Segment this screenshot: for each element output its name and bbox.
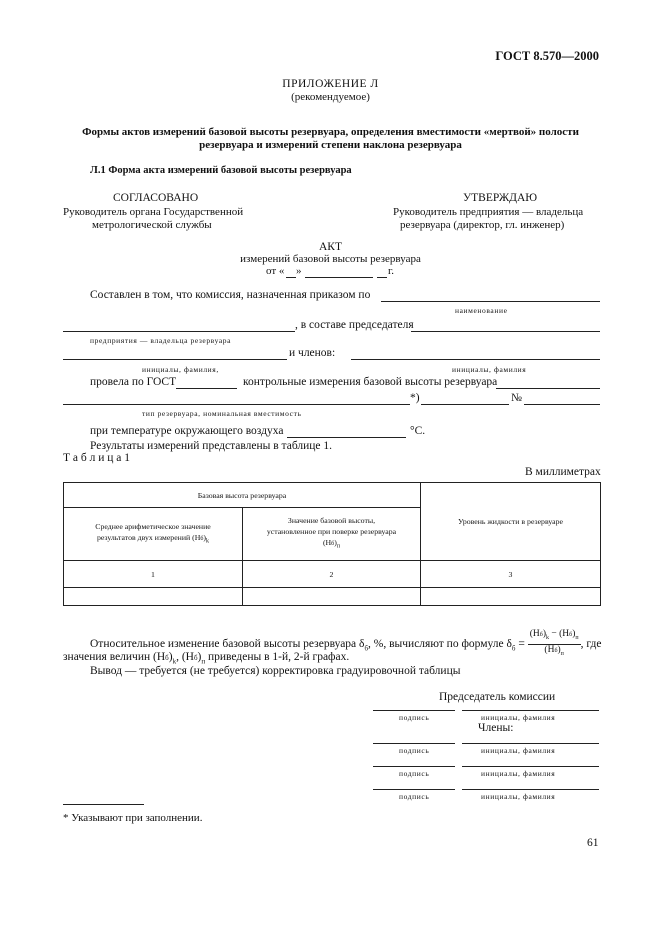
body-line4a: провела по ГОСТ — [90, 376, 177, 388]
caption-initials-2: инициалы, фамилия — [452, 365, 527, 374]
tank-field-2[interactable] — [421, 404, 509, 405]
member3-signature-line[interactable] — [373, 789, 455, 790]
heading-line1: Формы актов измерений базовой высоты резервуара, определения вместимости «мертвой» полости — [82, 126, 579, 138]
page-number: 61 — [587, 837, 599, 849]
member1-signature-line[interactable] — [373, 743, 455, 744]
body-line6b: °С. — [410, 425, 426, 437]
formula-fraction: $\frac{(Hб)_k - (Hб)_п}{(Hб)_п}$ — [529, 629, 579, 657]
body-line1: Составлен в том, что комиссия, назначенная приказом по — [90, 289, 371, 301]
chair-label: Председатель комиссии — [439, 691, 556, 703]
conclusion: Вывод — требуется (не требуется) корректировка градуировочной таблицы — [90, 665, 461, 677]
act-date-mid: » — [296, 265, 302, 277]
chair-signature-line[interactable] — [373, 710, 455, 711]
tank-type-field[interactable] — [63, 404, 410, 405]
temperature-field[interactable] — [287, 437, 406, 438]
approved-right-line1: Руководитель предприятия — владельца — [393, 206, 584, 218]
formula-line: Относительное изменение базовой высоты резервуара $\delta_б$, %, вычисляют по формуле $\delta_б$ = $\frac{(Hб)_k - (Hб)_п}{(Hб)_п}$ , где — [90, 629, 601, 660]
table-colnum-1: 1 — [64, 561, 243, 588]
caption-name: наименование — [455, 306, 508, 315]
member2-sign-caption: подпись — [399, 769, 430, 778]
act-subtitle: измерений базовой высоты резервуара — [240, 253, 421, 265]
body-line4b: контрольные измерения базовой высоты резервуара — [243, 376, 498, 388]
members-label: Члены: — [478, 722, 514, 734]
member1-name-line[interactable] — [462, 743, 599, 744]
table-units: В миллиметрах — [525, 466, 601, 478]
section-title: Л.1 Форма акта измерений базовой высоты резервуара — [90, 165, 352, 176]
table-cell-1[interactable] — [64, 588, 243, 606]
member2-initials-caption: инициалы, фамилия — [481, 769, 556, 778]
table-colnum-3: 3 — [421, 561, 601, 588]
chair-sign-caption: подпись — [399, 713, 430, 722]
tank-field-1[interactable] — [496, 388, 600, 389]
appendix-subtitle: (рекомендуемое) — [291, 91, 370, 103]
member3-initials-caption: инициалы, фамилия — [481, 792, 556, 801]
standard-number: ГОСТ 8.570—2000 — [495, 49, 599, 63]
members-field[interactable] — [351, 359, 600, 360]
body-line5a: *) — [410, 392, 420, 404]
member3-name-line[interactable] — [462, 789, 599, 790]
footnote: * Указывают при заполнении. — [63, 812, 203, 824]
member1-initials-caption: инициалы, фамилия — [481, 746, 556, 755]
table-label: Т а б л и ц а 1 — [63, 452, 131, 464]
footnote-divider — [63, 804, 144, 805]
body-line7: Результаты измерений представлены в таблице 1. — [90, 440, 333, 452]
gost-field[interactable] — [176, 388, 237, 389]
chair-initials-caption: инициалы, фамилия — [481, 713, 556, 722]
table-cell-2[interactable] — [243, 588, 421, 606]
approved-left-title: СОГЛАСОВАНО — [113, 192, 199, 204]
table-col1-header: Среднее арифметическое значение результатов двух измерений $(Hб)_k$ — [64, 508, 243, 561]
approved-left-line1: Руководитель органа Государственной — [63, 206, 244, 218]
measurement-table — [63, 482, 601, 606]
table-group-header: Базовая высота резервуара — [64, 483, 421, 508]
appendix-title: ПРИЛОЖЕНИЕ Л — [282, 78, 379, 90]
caption-initials-1: инициалы, фамилия, — [142, 365, 219, 374]
act-title: АКТ — [319, 241, 342, 253]
member2-signature-line[interactable] — [373, 766, 455, 767]
table-col2-header: Значение базовой высоты, установленное при поверке резервуара $(Hб)_п$ — [243, 508, 421, 561]
body-line3: и членов: — [289, 347, 336, 359]
act-date-year-field[interactable] — [377, 277, 387, 278]
chairman-name-field[interactable] — [63, 359, 287, 360]
act-date-day-field[interactable] — [286, 277, 296, 278]
member2-name-line[interactable] — [462, 766, 599, 767]
tank-number-field[interactable] — [524, 404, 600, 405]
formula-line2: значения величин $(Hб)_k$, $(Hб)_п$ приведены в 1-й, 2-й графах. — [63, 651, 350, 666]
enterprise-field[interactable] — [63, 331, 295, 332]
approved-right-title: УТВЕРЖДАЮ — [463, 192, 538, 204]
table-colnum-2: 2 — [243, 561, 421, 588]
member3-sign-caption: подпись — [399, 792, 430, 801]
table-col3-header: Уровень жидкости в резервуаре — [421, 483, 601, 561]
body-line6a: при температуре окружающего воздуха — [90, 425, 284, 437]
act-date-month-field[interactable] — [305, 277, 373, 278]
caption-tank-type: тип резервуара, номинальная вместимость — [142, 409, 302, 418]
chair-name-line[interactable] — [462, 710, 599, 711]
act-date-suffix: г. — [388, 265, 395, 277]
caption-enterprise: предприятия — владельца резервуара — [90, 336, 232, 345]
body-line5b: № — [511, 392, 522, 404]
member1-sign-caption: подпись — [399, 746, 430, 755]
order-issuer-field[interactable] — [381, 301, 600, 302]
table-cell-3[interactable] — [421, 588, 601, 606]
act-date-prefix: от « — [266, 265, 285, 277]
approved-right-line2: резервуара (директор, гл. инженер) — [400, 219, 565, 231]
chairman-field[interactable] — [411, 331, 600, 332]
heading-line2: резервуара и измерений степени наклона резервуара — [199, 139, 462, 151]
approved-left-line2: метрологической службы — [92, 219, 212, 231]
body-line2: , в составе председателя — [295, 319, 414, 331]
